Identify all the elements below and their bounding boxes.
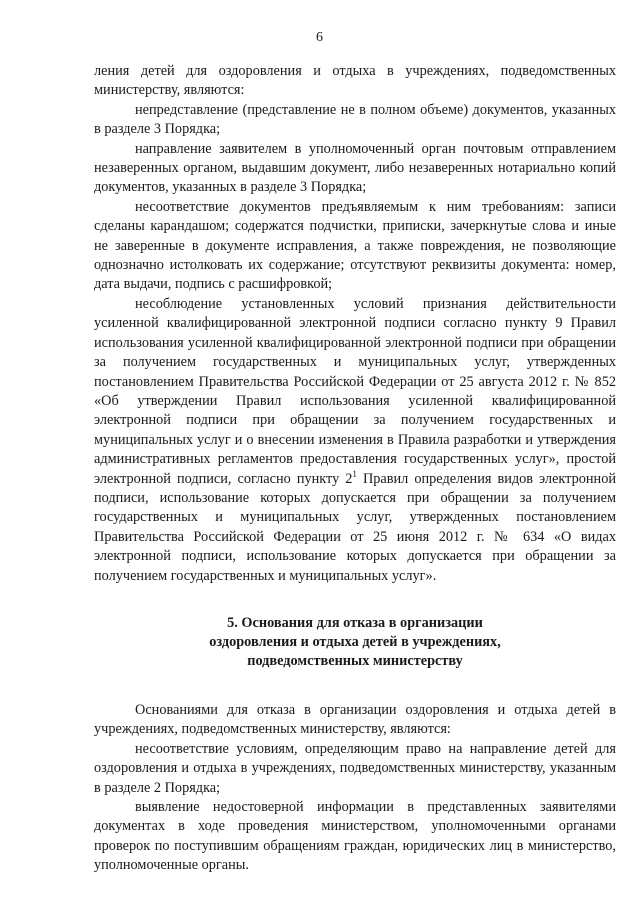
section-5-heading-line-3: подведомственных министерству — [247, 652, 463, 669]
paragraph-false-information: выявление недостоверной информации в представленных заявителями документах в ходе проведения министерством, уполномоченными органами проверок по поступившим обращениям граждан, юридических лиц в министерство, уполномоченные органы. — [94, 799, 616, 874]
esign-text-before: несоблюдение установленных условий признания действительности усиленной квалифицированной электронной подписи согласно пункту 9 Правил использования усиленной квалифицированной электронной подписи при обращении за получением государственных и муниципальных услуг, утвержденных постановлением Правительства Российской Федерации от 25 августа 2012 г. № 852 «Об утверждении Правил использования усиленной квалифицированной электронной подписи при обращении за получением государственных и муниципальных услуг и о внесении изменения в Правила разработки и утверждения административных регламентов предоставления государственных услуг», простой электронной подписи, согласно пункту 2 — [94, 295, 616, 487]
esign-superscript: 1 — [352, 468, 357, 479]
page-number: 6 — [316, 30, 323, 45]
section-5-heading — [94, 614, 616, 671]
esign-text-after: Правил определения видов электронной подписи, использование которых допускается при обращении за получением государственных и муниципальных услуг, утвержденных постановлением Правительства Российской Федерации от 25 июня 2012 г. № 634 «О видах электронной подписи, использование которых допускается при обращении за получением государственных и муниципальных услуг». — [94, 470, 616, 584]
paragraph-electronic-signature — [94, 295, 616, 586]
paragraph-refusal-grounds: Основаниями для отказа в организации оздоровления и отдыха детей в учреждениях, подведомственных министерству, являются: — [94, 701, 616, 738]
paragraph-document-requirements: несоответствие документов предъявляемым к ним требованиям: записи сделаны карандашом; содержатся подчистки, приписки, зачеркнутые слова и иные не заверенные в документе исправления, а также повреждения, не позволяющие однозначно истолковать их содержание; отсутствуют реквизиты документа: номер, дата выдачи, подпись с расшифровкой; — [94, 198, 616, 293]
section-5-heading-line-2: оздоровления и отдыха детей в учреждениях, — [209, 633, 501, 650]
document-body — [94, 62, 616, 876]
paragraph-continuation: ления детей для оздоровления и отдыха в учреждениях, подведомственных министерству, являются: — [94, 63, 616, 99]
paragraph-unverified-copies: направление заявителем в уполномоченный орган почтовым отправлением незаверенных органом, выдавшим документ, либо незаверенных нотариально копий документов, указанных в разделе 3 Порядка; — [94, 140, 616, 196]
section-5-heading-line-1: 5. Основания для отказа в организации — [227, 614, 483, 631]
paragraph-missing-documents: непредставление (представление не в полном объеме) документов, указанных в разделе 3 Порядка; — [94, 101, 616, 138]
paragraph-conditions-mismatch: несоответствие условиям, определяющим право на направление детей для оздоровления и отдыха в учреждениях, подведомственных министерству, указанным в разделе 2 Порядка; — [94, 740, 616, 796]
